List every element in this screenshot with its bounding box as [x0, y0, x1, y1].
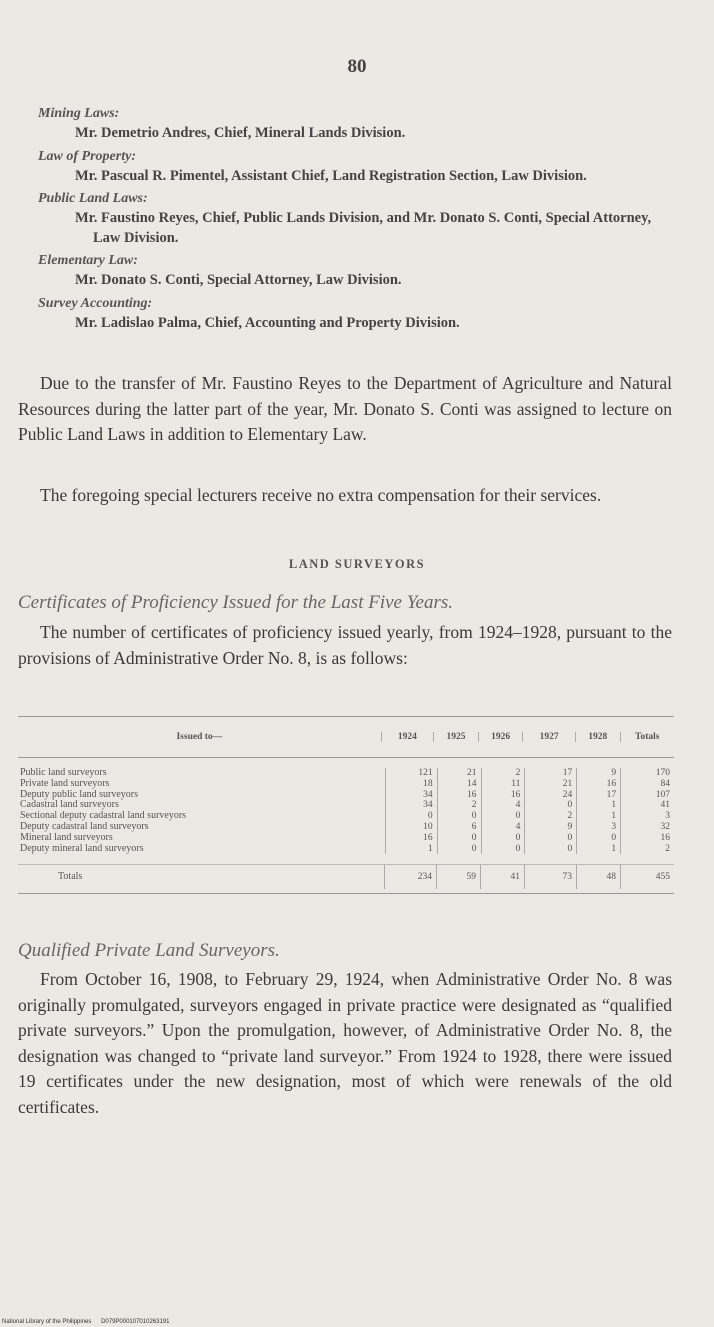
- total-1924: 234: [384, 865, 436, 889]
- certificates-paragraph: The number of certificates of proficiency issued yearly, from 1924–1928, pursuant to the provisions of Administrative Order No. 8, is as follows:: [18, 622, 672, 668]
- cell-1924: 34: [385, 790, 437, 801]
- cell-1926: 4: [481, 822, 525, 833]
- cell-1925: 21: [437, 768, 481, 779]
- header-1926: 1926: [478, 732, 523, 742]
- cell-1925: 2: [437, 800, 481, 811]
- cell-1927: 0: [524, 844, 576, 855]
- cell-1928: 0: [576, 833, 620, 844]
- cell-1924: 34: [385, 800, 437, 811]
- cell-total: 41: [620, 800, 674, 811]
- header-1925: 1925: [433, 732, 478, 742]
- row-label: Deputy public land surveyors: [20, 789, 139, 800]
- table-row: [18, 768, 674, 779]
- header-issued-to: Issued to—: [176, 732, 223, 742]
- lecture-subject: Mining Laws:: [38, 106, 120, 121]
- cell-1924: 18: [385, 779, 437, 790]
- table-row: [18, 800, 674, 811]
- cell-1927: 21: [524, 779, 576, 790]
- table-bottom-rule: [18, 893, 674, 894]
- scan-identifier: D079P000107010263191: [101, 1319, 170, 1325]
- row-label: Public land surveyors: [20, 768, 107, 778]
- cell-1925: 14: [437, 779, 481, 790]
- cell-1927: 9: [524, 822, 576, 833]
- lecture-subject: Elementary Law:: [38, 253, 138, 268]
- lecturer-name: Mr. Demetrio Andres, Chief, Mineral Lands Division.: [75, 125, 406, 141]
- section-heading: LAND SURVEYORS: [288, 557, 426, 571]
- lecture-subject: Law of Property:: [38, 148, 136, 164]
- table-header: [18, 717, 674, 758]
- cell-1928: 1: [576, 844, 620, 855]
- table-row: [18, 811, 674, 822]
- lecturer-name: Mr. Pascual R. Pimentel, Assistant Chief, Land Registration Section, Law Division.: [75, 167, 587, 184]
- lecturer-name: Mr. Donato S. Conti, Special Attorney, Law Division.: [75, 272, 402, 288]
- totals-row: [18, 864, 674, 889]
- lecture-subject: Survey Accounting:: [38, 295, 153, 311]
- cell-1924: 16: [385, 833, 437, 844]
- cell-1926: 11: [481, 779, 525, 790]
- cell-1927: 0: [524, 800, 576, 811]
- cell-1928: 1: [576, 811, 620, 822]
- cell-1925: 16: [437, 790, 481, 801]
- cell-1927: 2: [524, 811, 576, 822]
- total-1928: 48: [576, 865, 620, 889]
- total-1927: 73: [524, 865, 576, 889]
- cell-1928: 16: [576, 779, 620, 790]
- cell-1928: 9: [576, 768, 620, 779]
- page-number: 80: [347, 56, 367, 77]
- row-label: Sectional deputy cadastral land surveyors: [20, 811, 187, 822]
- lecturer-name: Mr. Ladislao Palma, Chief, Accounting and Property Division.: [75, 314, 460, 331]
- row-label: Deputy mineral land surveyors: [20, 843, 144, 854]
- row-label: Deputy cadastral land surveyors: [20, 821, 149, 832]
- grand-total: 455: [620, 865, 674, 889]
- table-row: [18, 822, 674, 833]
- lecture-subject: Public Land Laws:: [38, 191, 148, 206]
- cell-1928: 17: [576, 790, 620, 801]
- lecturer-list: [38, 104, 678, 336]
- qualified-paragraph: From October 16, 1908, to February 29, 1924, when Administrative Order No. 8 was originally promulgated, surveyors engaged in private practice were designated as “qualified private surveyors.” Upon the promulgation, however, of Administrative Order No. 8, the designation was changed to “private land surveyor.” From 1924 to 1928, there were issued 19 certificates under the new designation, most of which were renewals of the old certificates.: [18, 969, 672, 1117]
- cell-total: 3: [620, 811, 674, 822]
- transfer-paragraph: Due to the transfer of Mr. Faustino Reyes to the Department of Agriculture and Natural Resources during the latter part of the year, Mr. Donato S. Conti was assigned to lecture on Public Land Laws in addition to Elementary Law.: [18, 373, 672, 444]
- row-label: Cadastral land surveyors: [20, 800, 119, 811]
- lecturer-name: Mr. Faustino Reyes, Chief, Public Lands Division, and Mr. Donato S. Conti, Special Attorney, Law Division.: [75, 210, 652, 246]
- cell-1926: 0: [481, 844, 525, 855]
- header-totals: Totals: [620, 732, 675, 742]
- cell-total: 2: [620, 844, 674, 855]
- certificates-subheading: Certificates of Proficiency Issued for the Last Five Years.: [18, 592, 454, 613]
- row-label: Private land surveyors: [20, 778, 110, 789]
- table-row: [18, 844, 674, 855]
- cell-1925: 6: [437, 822, 481, 833]
- table-row: [18, 833, 674, 844]
- table-row: [18, 790, 674, 801]
- totals-label: Totals: [58, 871, 83, 883]
- cell-total: 32: [620, 822, 674, 833]
- qualified-subheading: Qualified Private Land Surveyors.: [18, 940, 280, 961]
- library-credit: National Library of the Philippines: [2, 1319, 92, 1325]
- cell-1925: 0: [437, 811, 481, 822]
- cell-1924: 1: [385, 844, 437, 855]
- cell-1924: 121: [385, 768, 437, 779]
- table-body: [18, 758, 674, 854]
- cell-total: 16: [620, 833, 674, 844]
- cell-1926: 0: [481, 811, 525, 822]
- cell-1924: 0: [385, 811, 437, 822]
- compensation-paragraph: The foregoing special lecturers receive no extra compensation for their services.: [40, 485, 602, 505]
- scan-footer: [2, 1319, 177, 1325]
- total-1926: 41: [480, 865, 524, 889]
- header-1924: 1924: [381, 732, 434, 742]
- cell-1927: 24: [524, 790, 576, 801]
- cell-1926: 4: [481, 800, 525, 811]
- certificates-table: [18, 716, 674, 894]
- cell-1926: 16: [481, 790, 525, 801]
- cell-1926: 2: [481, 768, 525, 779]
- header-1927: 1927: [522, 732, 575, 742]
- cell-total: 84: [620, 779, 674, 790]
- cell-1927: 17: [524, 768, 576, 779]
- table-row: [18, 779, 674, 790]
- header-1928: 1928: [575, 732, 620, 742]
- cell-1924: 10: [385, 822, 437, 833]
- row-label: Mineral land surveyors: [20, 832, 113, 843]
- cell-1928: 1: [576, 800, 620, 811]
- cell-1925: 0: [437, 833, 481, 844]
- total-1925: 59: [436, 865, 480, 889]
- cell-total: 170: [620, 768, 674, 779]
- cell-1928: 3: [576, 822, 620, 833]
- cell-1925: 0: [437, 844, 481, 855]
- cell-total: 107: [620, 790, 674, 801]
- cell-1927: 0: [524, 833, 576, 844]
- cell-1926: 0: [481, 833, 525, 844]
